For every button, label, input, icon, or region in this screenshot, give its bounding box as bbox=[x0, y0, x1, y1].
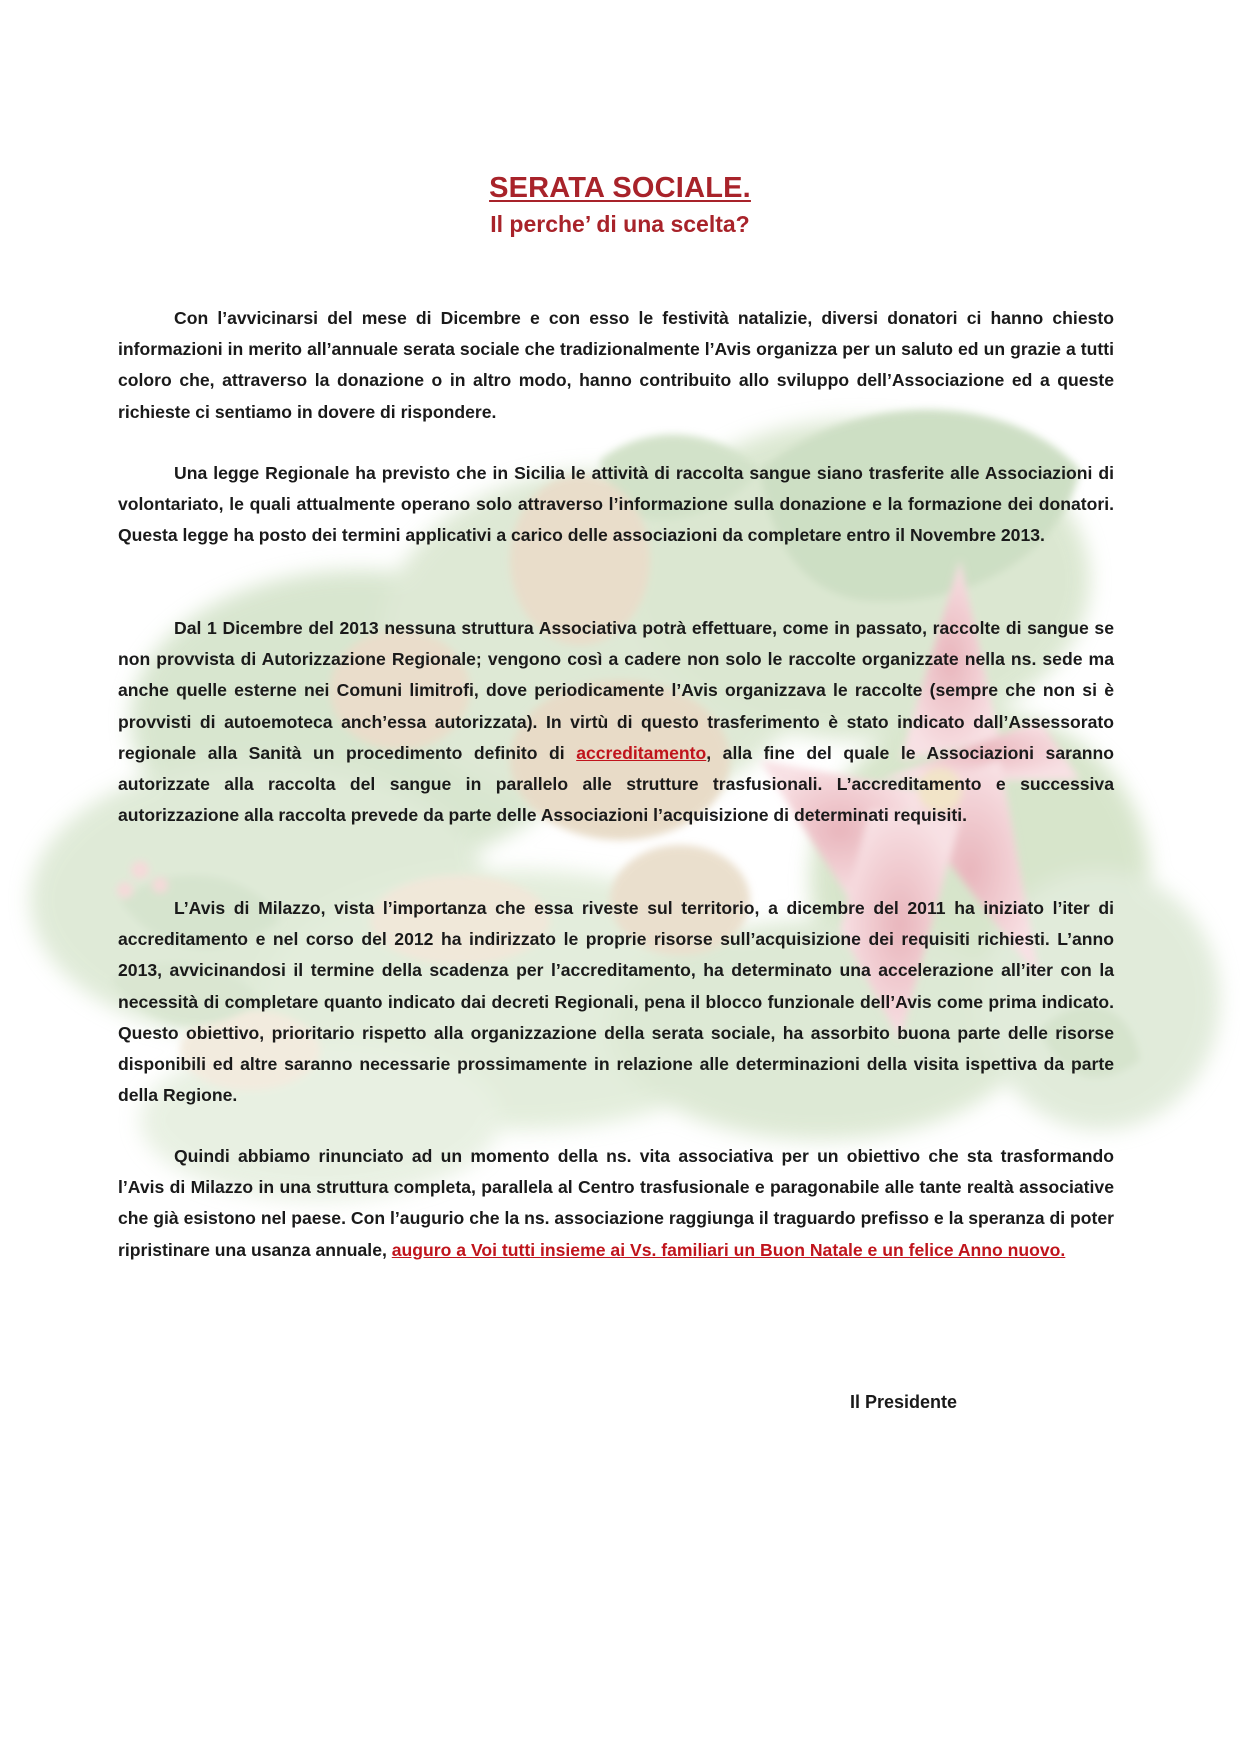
paragraph-3 bbox=[118, 613, 1114, 831]
paragraph-1 bbox=[118, 303, 1114, 428]
page-title: SERATA SOCIALE. bbox=[489, 172, 751, 204]
paragraph-5 bbox=[118, 1141, 1114, 1266]
title-block bbox=[0, 172, 1240, 238]
signature: Il Presidente bbox=[850, 1392, 958, 1412]
paragraph-4-text: L’Avis di Milazzo, vista l’importanza che essa riveste sul territorio, a dicembre del 2011 ha iniziato l’iter di accreditamento e nel corso del 2012 ha indirizzato le proprie risorse sull’acquisizione dei requisiti richiesti. L’anno 2013, avvicinandosi il termine della scadenza per l’accreditamento, ha determinato una accelerazione all’iter con la necessità di completare quanto indicato dai decreti Regionali, pena il blocco funzionale dell’Avis come prima indicato. Questo obiettivo, prioritario rispetto alla organizzazione della serata sociale, ha assorbito buona parte delle risorse disponibili ed altre saranno necessarie prossimamente in relazione alle determinazioni della visita ispettiva da parte della Regione. bbox=[118, 898, 1114, 1106]
paragraph-1-text: Con l’avvicinarsi del mese di Dicembre e con esso le festività natalizie, diversi donatori ci hanno chiesto informazioni in merito all’annuale serata sociale che tradizionalmente l’Avis organizza per un saluto ed un grazie a tutti coloro che, attraverso la donazione o in altro modo, hanno contribuito allo sviluppo dell’Associazione ed a queste richieste ci sentiamo in dovere di rispondere. bbox=[118, 308, 1114, 422]
paragraph-5-text: Quindi abbiamo rinunciato ad un momento della ns. vita associativa per un obiettivo che sta trasformando l’Avis di Milazzo in una struttura completa, parallela al Centro trasfusionale e paragonabile alle tante realtà associative che già esistono nel paese. Con l’augurio che la ns. associazione raggiunga il traguardo prefisso e la speranza di poter ripristinare una usanza annuale, bbox=[118, 1146, 1114, 1260]
paragraph-3-text-before: Dal 1 Dicembre del 2013 nessuna struttura Associativa potrà effettuare, come in passato, raccolte di sangue se non provvista di Autorizzazione Regionale; vengono così a cadere non solo le raccolte organizzate nella ns. sede ma anche quelle esterne nei Comuni limitrofi, dove periodicamente l’Avis organizzava le raccolte (sempre che non si è provvisti di autoemoteca anch’essa autorizzata). In virtù di questo trasferimento è stato indicato dall’Assessorato regionale alla Sanità un procedimento definito di bbox=[118, 618, 1114, 763]
paragraph-2-text: Una legge Regionale ha previsto che in Sicilia le attività di raccolta sangue siano trasferite alle Associazioni di volontariato, le quali attualmente operano solo attraverso l’informazione sulla donazione e la formazione dei donatori. Questa legge ha posto dei termini applicativi a carico delle associazioni da completare entro il Novembre 2013. bbox=[118, 463, 1114, 546]
paragraph-3-text-after: , alla fine del quale le Associazioni saranno autorizzate alla raccolta del sangue in parallelo alle strutture trasfusionali. L’accreditamento e successiva autorizzazione alla raccolta prevede da parte delle Associazioni l’acquisizione di determinati requisiti. bbox=[118, 742, 1114, 826]
page-subtitle: Il perche’ di una scelta? bbox=[490, 211, 750, 237]
accreditamento-link[interactable]: accreditamento bbox=[576, 742, 707, 763]
paragraph-4 bbox=[118, 893, 1114, 1111]
christmas-greeting-link[interactable]: auguro a Voi tutti insieme ai Vs. familiari un Buon Natale e un felice Anno nuovo. bbox=[391, 1239, 1066, 1260]
paragraph-2 bbox=[118, 458, 1114, 552]
